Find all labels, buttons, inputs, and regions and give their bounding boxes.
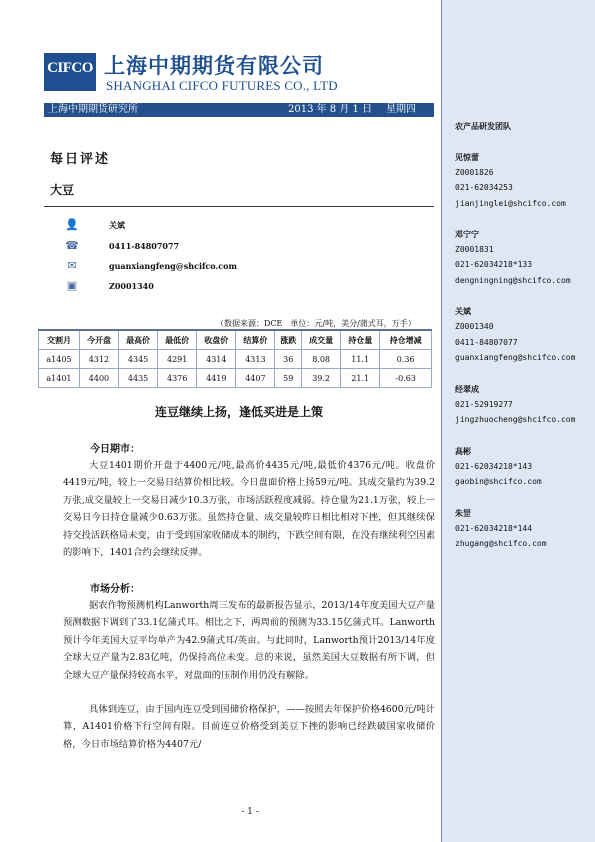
table-cell: 36 — [275, 350, 302, 369]
table-cell: 0.36 — [380, 350, 432, 369]
data-source-note: （数据来源：DCE 单位：元/吨，美分/蒲式耳，万手） — [216, 319, 416, 328]
table-cell: 4376 — [158, 369, 197, 388]
table-cell: -0.63 — [380, 369, 432, 388]
table-header-cell: 交割月 — [39, 330, 80, 350]
table-header-cell: 结算价 — [236, 330, 275, 350]
member-id: Z0001826 — [455, 168, 494, 177]
table-header-cell: 涨跌 — [275, 330, 302, 350]
table-row — [39, 369, 432, 388]
contact-email[interactable]: guanxiangfeng@shcifco.com — [109, 261, 237, 271]
id-card-icon: ▣ — [66, 279, 78, 292]
table-header-cell: 最低价 — [158, 330, 197, 350]
divider — [44, 206, 434, 207]
page-number: - 1 - — [241, 807, 259, 817]
table-cell: 4407 — [236, 369, 275, 388]
envelope-icon: ✉ — [67, 259, 77, 272]
section-heading: 市场分析： — [90, 584, 140, 595]
logo-text: CIFCO — [47, 60, 93, 76]
company-name-cn: 上海中期期货有限公司 — [104, 54, 324, 78]
table-cell: a1405 — [39, 350, 80, 369]
member-email[interactable]: jingzhuocheng@shcifco.com — [455, 415, 576, 424]
member-name: 见惊蕾 — [455, 153, 479, 162]
report-title: 每日评述 — [50, 152, 111, 167]
member-phone: 021-62034218*133 — [455, 260, 533, 269]
member-name: 邓宁宁 — [455, 230, 479, 239]
header-bar — [44, 103, 434, 117]
table-row — [39, 350, 432, 369]
table-cell: 4312 — [79, 350, 118, 369]
report-date: 2013 年 8 月 1 日 — [288, 104, 373, 115]
table-cell: 39.2 — [302, 369, 341, 388]
table-cell: 11.1 — [341, 350, 380, 369]
member-name: 关斌 — [455, 307, 471, 316]
table-cell: a1401 — [39, 369, 80, 388]
price-table — [38, 329, 432, 388]
product-name: 大豆 — [50, 183, 75, 197]
member-email[interactable]: jianjinglei@shcifco.com — [455, 199, 566, 208]
table-header-cell: 今开盘 — [79, 330, 118, 350]
contact-id: Z0001340 — [109, 281, 154, 291]
member-phone: 021-52919277 — [455, 400, 513, 409]
member-email[interactable]: guanxiangfeng@shcifco.com — [455, 353, 576, 362]
table-cell: 4400 — [79, 369, 118, 388]
table-cell: 4435 — [119, 369, 158, 388]
member-email[interactable]: gaobin@shcifco.com — [455, 477, 542, 486]
member-id: Z0001340 — [455, 322, 494, 331]
institute-name: 上海中期期货研究所 — [48, 104, 138, 115]
member-name: 高彬 — [455, 447, 471, 456]
person-icon: 👤 — [65, 218, 79, 231]
member-phone: 0411-84807077 — [455, 338, 518, 347]
table-cell: 4314 — [197, 350, 236, 369]
table-cell: 4345 — [119, 350, 158, 369]
contact-phone: 0411-84807077 — [109, 241, 180, 251]
table-header-cell: 持仓量 — [341, 330, 380, 350]
table-cell: 21.1 — [341, 369, 380, 388]
team-title: 农产品研发团队 — [455, 122, 511, 131]
table-header-cell: 收盘价 — [197, 330, 236, 350]
paragraph: 具体到连豆，由于国内连豆受到国储价格保护，——按照去年保护价格4600元/吨计算，A1401价格下行空间有限。目前连豆价格受到美豆下挫的影响已经跌破国家收储价格，今日市场结算价格为4407元/ — [63, 704, 435, 750]
table-header-cell: 最高价 — [119, 330, 158, 350]
table-cell: 4313 — [236, 350, 275, 369]
member-phone: 021-62034218*144 — [455, 524, 533, 533]
table-header-row — [39, 330, 432, 350]
table-header-cell: 成交量 — [302, 330, 341, 350]
company-name-en: SHANGHAI CIFCO FUTURES CO., LTD — [106, 78, 338, 93]
table-cell: 59 — [275, 369, 302, 388]
table-cell: 4419 — [197, 369, 236, 388]
member-phone: 021-62034253 — [455, 183, 513, 192]
sidebar-border — [441, 0, 442, 842]
contact-name: 关斌 — [109, 220, 125, 230]
table-header-cell: 持仓增减 — [380, 330, 432, 350]
table-cell: 8.08 — [302, 350, 341, 369]
member-email[interactable]: dengningning@shcifco.com — [455, 276, 571, 285]
member-id: Z0001831 — [455, 245, 494, 254]
phone-icon: ☎ — [65, 239, 79, 252]
paragraph: 大豆1401期价开盘于4400元/吨,最高价4435元/吨,最低价4376元/吨。收盘价4419元/吨，较上一交易日结算价相比较。今日盘面价格上扬59元/吨。其成交量约为39.2万张,成交量较上一交易日减少10.3万张，市场活跃程度减弱。持仓量为21.1万张，较上一交易日今日持仓量减少0.63万张。虽然持仓量、成交量较昨日相比相对下挫，但其继续保持交投活跃格局未变，由于受到国家收储成本的制约，下跌空间有限，在没有继续利空因素的影响下，1401合约会继续反弹。 — [63, 460, 435, 559]
report-weekday: 星期四 — [386, 104, 416, 115]
member-name: 朱罡 — [455, 509, 471, 518]
section-heading: 今日期市： — [90, 444, 140, 455]
table-cell: 4291 — [158, 350, 197, 369]
member-phone: 021-62034218*143 — [455, 462, 533, 471]
paragraph: 据农作物预测机构Lanworth周三发布的最新报告显示，2013/14年度美国大豆产量预测数据下调到了33.1亿蒲式耳。相比之下，两周前的预测为33.15亿蒲式耳。Lanworth预计今年美国大豆平均单产为42.9蒲式耳/英亩。与此同时，Lanworth预计2013/14年度全球大豆产量为2.83亿吨，仍保持高位未变。总的来说，虽然美国大豆数据有所下调，但全球大豆产量保持较高水平，对盘面的压制作用仍没有解除。 — [63, 600, 435, 681]
member-email[interactable]: zhugang@shcifco.com — [455, 539, 547, 548]
article-title: 连豆继续上扬，逢低买进是上策 — [154, 405, 323, 419]
member-name: 经翠成 — [455, 385, 479, 394]
